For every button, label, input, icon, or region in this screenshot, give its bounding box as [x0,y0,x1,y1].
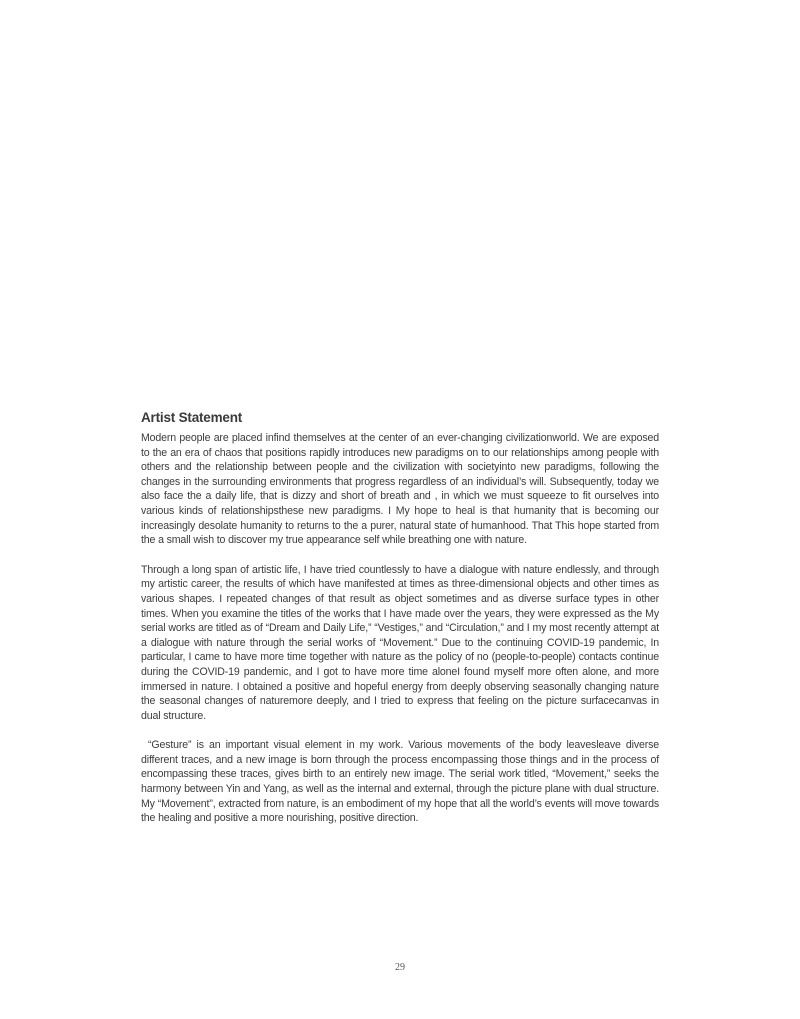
paragraph-3: “Gesture” is an important visual element in my work. Various movements of the body leavesleave diverse different traces, and a new image is born through the process encompassing those things and in the process of encompassing these traces, gives birth to an entirely new image. The serial work titled, “Movement,” seeks the harmony between Yin and Yang, as well as the internal and external, through the picture plane with dual structure. My “Movement”, extracted from nature, is an embodiment of my hope that all the world’s events will move towards the healing and positive a more nourishing, positive direction. [141,739,659,825]
paragraph-2: Through a long span of artistic life, I have tried countlessly to have a dialogue with nature endlessly, and through my artistic career, the results of which have manifested at times as three-dimensional objects and other times as various shapes. I repeated changes of that result as object sometimes and as diverse surface types in other times. When you examine the titles of the works that I have made over the years, they were expressed as the My serial works are titled as of “Dream and Daily Life,” “Vestiges,” and “Circulation,” and I my most recently attempt at a dialogue with nature through the serial works of “Movement.” Due to the continuing COVID-19 pandemic, In particular, I came to have more time together with nature as the policy of no (people-to-people) contacts continue during the COVID-19 pandemic, and I got to have more time aloneI found myself more often alone, and more immersed in nature. I obtained a positive and hopeful energy from deeply observing seasonally changing nature the seasonal changes of naturemore deeply, and I tried to express that feeling on the picture surfacecanvas in dual structure. [141,563,659,722]
artist-statement-section [141,410,659,841]
section-heading: Artist Statement [141,410,243,425]
page-number: 29 [395,962,405,973]
paragraph-1: Modern people are placed infind themselves at the center of an ever-changing civilizationworld. We are exposed to the an era of chaos that positions rapidly introduces new paradigms on to our relationships among people with others and the relationship between people and the civilization with societyinto new paradigms, following the changes in the surrounding environments that progress regardless of an individual’s will. Subsequently, today we also face the a daily life, that is dizzy and short of breath and , in which we must squeeze to fit ourselves into various kinds of relationshipsthese new paradigms. I My hope to heal is that humanity that is becoming our increasingly desolate humanity to returns to the a purer, natural state of humanhood. That This hope started from the a small wish to discover my true appearance self while breathing one with nature. [141,432,659,547]
